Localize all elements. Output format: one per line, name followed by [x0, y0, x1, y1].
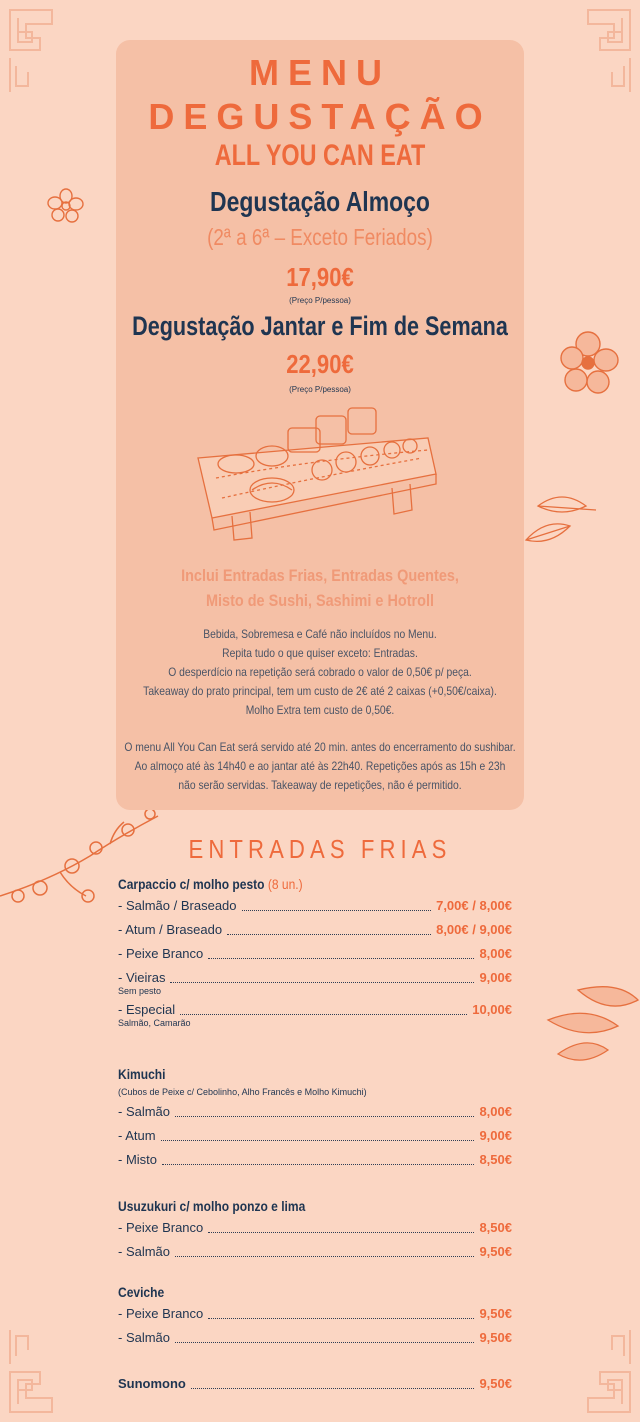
item-price: 9,50€: [479, 1376, 512, 1391]
item-price: 7,00€ / 8,00€: [436, 898, 512, 913]
includes-line: Misto de Sushi, Sashimi e Hotroll: [205, 591, 435, 610]
item-price: 8,00€: [479, 946, 512, 961]
item-price: 8,00€ / 9,00€: [436, 922, 512, 937]
menu-item: [118, 1124, 512, 1148]
dot-leader: [170, 981, 474, 983]
menu-item: [118, 1326, 512, 1350]
carpaccio-qty: (8 un.): [267, 876, 303, 892]
item-price: 8,00€: [479, 1104, 512, 1119]
ceviche-title: Ceviche: [118, 1284, 165, 1300]
item-name: - Vieiras: [118, 970, 166, 985]
title-menu: MENU: [249, 52, 391, 93]
section-kimuchi: [118, 1064, 512, 1172]
lunch-price-note: (Preço P/pessoa): [289, 296, 351, 305]
item-price: 9,50€: [479, 1330, 512, 1345]
corner-ornament-icon: [564, 1326, 634, 1416]
item-name: - Peixe Branco: [118, 946, 204, 961]
carpaccio-name: Carpaccio c/ molho pesto: [118, 876, 265, 892]
info-line: Takeaway do prato principal, tem um custo de 2€ até 2 caixas (+0,50€/caixa).: [143, 684, 497, 698]
menu-item: [118, 1372, 512, 1396]
sushi-board-illustration: [192, 398, 442, 548]
dot-leader: [208, 957, 474, 959]
leaves-icon: [538, 980, 640, 1070]
section-carpaccio: [118, 874, 512, 1030]
usuzukuri-title: Usuzukuri c/ molho ponzo e lima: [118, 1198, 306, 1214]
menu-item: [118, 894, 512, 918]
lunch-price: 17,90€: [286, 262, 354, 292]
item-price: 9,50€: [479, 1306, 512, 1321]
section-sunomono: [118, 1372, 512, 1396]
menu-item: [118, 1100, 512, 1124]
dot-leader: [161, 1139, 475, 1141]
item-price: 9,00€: [479, 970, 512, 985]
leaf-icon: [522, 488, 602, 550]
dot-leader: [175, 1115, 474, 1117]
item-name: - Atum / Braseado: [118, 922, 223, 937]
menu-item: [118, 1148, 512, 1172]
info-block: [45, 625, 595, 720]
dot-leader: [175, 1255, 474, 1257]
dot-leader: [227, 933, 431, 935]
section-usuzukuri: [118, 1196, 512, 1264]
dot-leader: [208, 1231, 474, 1233]
dot-leader: [162, 1163, 474, 1165]
item-name: - Salmão: [118, 1244, 171, 1259]
lunch-title: Degustação Almoço: [210, 186, 430, 217]
sunomono-title: Sunomono: [118, 1376, 186, 1391]
title-all-you-can-eat: ALL YOU CAN EAT: [214, 139, 426, 172]
item-price: 8,50€: [479, 1152, 512, 1167]
menu-item: [118, 1240, 512, 1264]
item-name: - Salmão / Braseado: [118, 898, 237, 913]
item-name: - Salmão: [118, 1104, 171, 1119]
dot-leader: [208, 1317, 474, 1319]
item-price: 10,00€: [472, 1002, 512, 1017]
info-line: O menu All You Can Eat será servido até 20 min. antes do encerramento do sushibar.: [124, 740, 516, 754]
dot-leader: [180, 1013, 467, 1015]
item-name: - Misto: [118, 1152, 157, 1167]
title-degustacao: DEGUSTAÇÃO: [148, 96, 492, 137]
section-ceviche: [118, 1282, 512, 1350]
lunch-subtitle: (2ª a 6ª – Exceto Feriados): [207, 224, 433, 250]
dinner-price-note: (Preço P/pessoa): [289, 385, 351, 394]
dinner-price: 22,90€: [286, 349, 354, 379]
item-name: - Atum: [118, 1128, 156, 1143]
kimuchi-subtitle: (Cubos de Peixe c/ Cebolinho, Alho Francês e Molho Kimuchi): [118, 1087, 367, 1097]
dinner-title: Degustação Jantar e Fim de Semana: [132, 311, 508, 341]
info-line: Bebida, Sobremesa e Café não incluídos no Menu.: [203, 627, 437, 641]
dot-leader: [175, 1341, 474, 1343]
item-name: - Salmão: [118, 1330, 171, 1345]
menu-item: [118, 1302, 512, 1326]
service-info-block: [45, 738, 595, 795]
item-name: - Peixe Branco: [118, 1306, 204, 1321]
menu-item: [118, 942, 512, 966]
item-price: 9,50€: [479, 1244, 512, 1259]
section-heading-entradas-frias: ENTRADAS FRIAS: [188, 834, 452, 864]
item-price: 8,50€: [479, 1220, 512, 1235]
dot-leader: [191, 1387, 475, 1389]
info-line: Ao almoço até às 14h40 e ao jantar até às 22h40. Repetições após as 15h e 23h: [134, 759, 506, 773]
kimuchi-title: Kimuchi: [118, 1066, 166, 1082]
info-line: O desperdício na repetição será cobrado o valor de 0,50€ p/ peça.: [168, 665, 472, 679]
info-line: não serão servidas. Takeaway de repetições, não é permitido.: [178, 778, 462, 792]
item-note: Sem pesto: [118, 986, 162, 996]
menu-item: [118, 1216, 512, 1240]
corner-ornament-icon: [6, 1326, 76, 1416]
dot-leader: [242, 909, 432, 911]
item-price: 9,00€: [479, 1128, 512, 1143]
item-name: - Peixe Branco: [118, 1220, 204, 1235]
info-line: Molho Extra tem custo de 0,50€.: [245, 703, 395, 717]
menu-item: [118, 918, 512, 942]
includes-text: [48, 563, 592, 613]
includes-line: Inclui Entradas Frias, Entradas Quentes,: [181, 566, 459, 585]
carpaccio-title: [118, 874, 457, 894]
item-name: - Especial: [118, 1002, 176, 1017]
item-note: Salmão, Camarão: [118, 1018, 191, 1028]
info-line: Repita tudo o que quiser exceto: Entradas.: [222, 646, 418, 660]
